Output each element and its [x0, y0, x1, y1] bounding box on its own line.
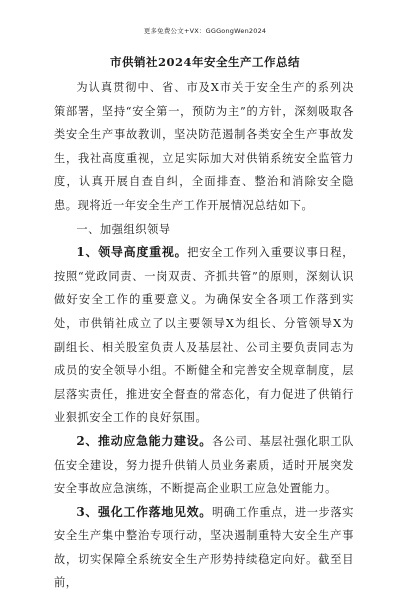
item-1-text: 把安全工作列入重要议事日程，按照“党政同责、一岗双责、齐抓共管”的原则，深刻认识做好安全工作的重要意义。为确保安全各项工作落到实处，市供销社成立了以主要领导X为组长、分管领导X为副组长、相关股室负责人及基层社、公司主要负责同志为成员的安全领导小组。不断健全和完善安全规章制度，层层落实责任，推进安全督查的常态化，有力促进了供销行业狠抓安全工作的良好氛围。	[54, 246, 354, 425]
document-title: 市供销社2024年安全生产工作总结	[109, 55, 300, 69]
item-3-text: 明确工作重点，进一步落实安全生产集中整治专项行动，坚决遏制重特大安全生产事故，切实保障全系统安全生产形势持续稳定向好。截至目前，	[54, 505, 355, 590]
item-1-paragraph	[54, 241, 354, 430]
intro-paragraph: 为认真贯彻中、省、市及X市关于安全生产的系列决策部署，坚持“安全第一，预防为主”的方针，深刻吸取各类安全生产事故教训，坚决防范遏制各类安全生产事故发生，我社高度重视，立足实际加大对供销系统安全监管力度，认真开展自查自纠，全面排查、整治和消除安全隐患。现将近一年安全生产工作开展情况总结如下。	[54, 81, 354, 212]
section-heading-1: 一、加强组织领导	[76, 222, 171, 236]
header-note: 更多免费公文+VX：GGGongWen2024	[143, 27, 267, 35]
item-2-text: 各公司、基层社强化职工队伍安全建设，努力提升供销人员业务素质，适时开展突发安全事故应急演练，不断提高企业职工应急处置能力。	[54, 434, 355, 496]
item-3-paragraph	[54, 501, 354, 595]
item-2-paragraph	[54, 430, 354, 501]
item-3-lead: 3、强化工作落地见效。	[76, 504, 212, 519]
document-body	[54, 76, 354, 595]
item-1-lead: 1、领导高度重视。	[76, 245, 188, 260]
item-2-lead: 2、推动应急能力建设。	[76, 433, 212, 448]
